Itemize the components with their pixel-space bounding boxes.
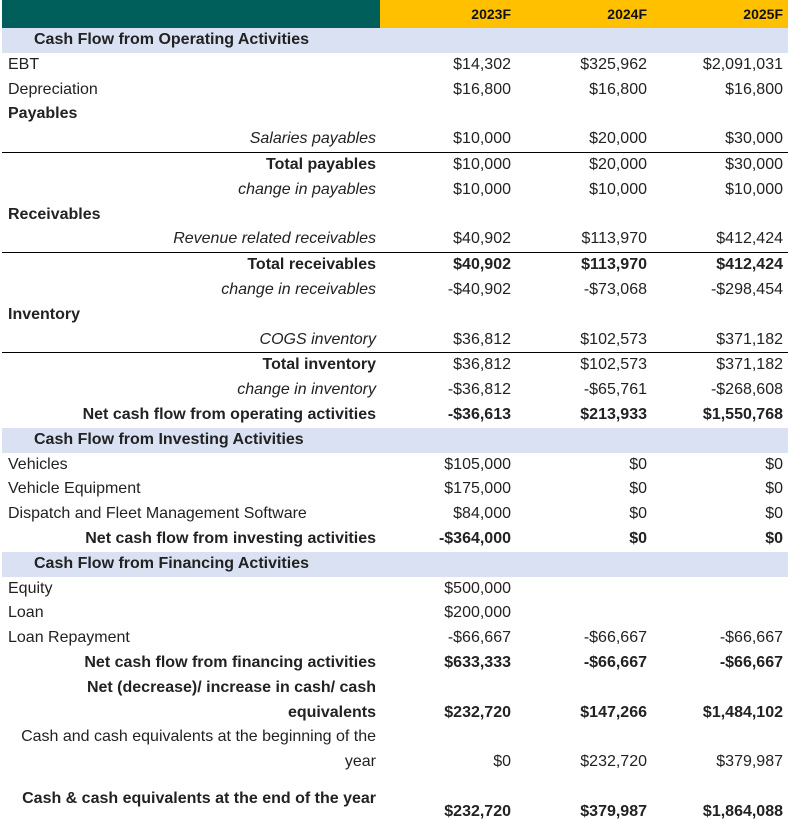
- year-header-2023[interactable]: 2023F: [380, 0, 516, 28]
- cell-2025[interactable]: $412,424: [652, 253, 788, 278]
- cell-2023[interactable]: -$364,000: [438, 529, 511, 547]
- row-loan: [2, 601, 788, 626]
- cell-2025[interactable]: $0: [765, 480, 783, 498]
- cell-2024[interactable]: $102,573: [516, 353, 652, 378]
- row-change-inventory: [2, 378, 788, 403]
- row-change-receivables: [2, 278, 788, 303]
- cell-2024[interactable]: $0: [629, 529, 647, 547]
- row-label[interactable]: Depreciation: [8, 80, 98, 98]
- cell-2023[interactable]: $105,000: [444, 455, 511, 473]
- cell-2023[interactable]: $36,812: [453, 330, 511, 348]
- row-inventory-title: [2, 303, 788, 328]
- cell-2025[interactable]: $379,987: [716, 753, 783, 771]
- cell-2025[interactable]: $1,864,088: [702, 802, 783, 820]
- cell-2025[interactable]: $2,091,031: [702, 55, 783, 73]
- cell-2024[interactable]: -$73,068: [583, 280, 647, 298]
- cell-2025[interactable]: $1,550,768: [702, 405, 783, 423]
- row-label[interactable]: Net (decrease)/ increase in cash/ cash equivalents: [86, 678, 376, 721]
- cell-2023[interactable]: $10,000: [453, 180, 511, 198]
- row-end-cash: [2, 775, 788, 825]
- cell-2025[interactable]: $30,000: [725, 130, 783, 148]
- cell-2023[interactable]: $500,000: [444, 579, 511, 597]
- cell-2023[interactable]: $175,000: [444, 480, 511, 498]
- cell-2023[interactable]: $232,720: [444, 703, 511, 721]
- cell-2023[interactable]: $16,800: [453, 80, 511, 98]
- row-equity: [2, 577, 788, 602]
- cell-2024[interactable]: $113,970: [581, 230, 647, 248]
- cell-2024[interactable]: $325,962: [580, 55, 647, 73]
- row-label[interactable]: Total payables: [2, 152, 380, 177]
- cell-2025[interactable]: -$268,608: [710, 381, 783, 399]
- section-financing: [2, 552, 788, 577]
- cell-2024[interactable]: $20,000: [589, 130, 647, 148]
- section-investing: [2, 428, 788, 453]
- row-label[interactable]: Net cash flow from investing activities: [85, 529, 376, 547]
- row-label[interactable]: change in receivables: [221, 280, 376, 298]
- section-title: Cash Flow from Financing Activities: [2, 552, 380, 577]
- cell-2025[interactable]: $16,800: [725, 80, 783, 98]
- cell-2025[interactable]: [652, 601, 788, 626]
- row-label[interactable]: Revenue related receivables: [173, 230, 376, 248]
- row-label[interactable]: Loan Repayment: [8, 629, 130, 647]
- row-net-operating: [2, 403, 788, 428]
- row-label[interactable]: Cash and cash equivalents at the beginning of the year: [21, 728, 376, 771]
- row-receivables-title: [2, 203, 788, 228]
- row-loan-repayment: [2, 626, 788, 651]
- year-header-2024[interactable]: 2024F: [516, 0, 652, 28]
- cell-2025[interactable]: -$298,454: [710, 280, 783, 298]
- cell-2024[interactable]: [516, 577, 652, 602]
- row-label[interactable]: Cash & cash equivalents at the end of the year: [22, 790, 376, 808]
- cell-2024[interactable]: -$66,667: [583, 629, 647, 647]
- row-total-inventory: [2, 353, 788, 378]
- row-label[interactable]: Dispatch and Fleet Management Software: [8, 505, 307, 523]
- row-label[interactable]: Net cash flow from financing activities: [84, 653, 376, 671]
- cell-2023[interactable]: $633,333: [444, 653, 511, 671]
- subsection-title[interactable]: Payables: [8, 105, 78, 123]
- row-net-change-cash: [2, 676, 788, 726]
- row-label[interactable]: Equity: [8, 579, 53, 597]
- cash-flow-statement: [2, 0, 788, 825]
- cell-2023[interactable]: -$66,667: [447, 629, 511, 647]
- cell-2025[interactable]: -$66,667: [719, 629, 783, 647]
- cell-2023[interactable]: $10,000: [380, 152, 516, 177]
- row-label[interactable]: change in inventory: [237, 381, 376, 399]
- row-label[interactable]: Total inventory: [2, 353, 380, 378]
- cell-2025[interactable]: -$66,667: [719, 653, 783, 671]
- cell-2024[interactable]: $213,933: [580, 405, 647, 423]
- section-operating: [2, 28, 788, 53]
- row-net-financing: [2, 651, 788, 676]
- cell-2023[interactable]: $0: [493, 753, 511, 771]
- cell-2024[interactable]: -$65,761: [583, 381, 647, 399]
- year-header-2025[interactable]: 2025F: [652, 0, 788, 28]
- cell-2023[interactable]: $232,720: [444, 802, 511, 820]
- row-ebt: [2, 53, 788, 78]
- cell-2025[interactable]: $371,182: [716, 330, 783, 348]
- row-dispatch-software: [2, 502, 788, 527]
- row-vehicle-equipment: [2, 477, 788, 502]
- cell-2024[interactable]: -$66,667: [583, 653, 647, 671]
- section-title: Cash Flow from Investing Activities: [2, 428, 380, 453]
- row-change-payables: [2, 178, 788, 203]
- cell-2024[interactable]: $232,720: [580, 753, 647, 771]
- cell-2023[interactable]: $200,000: [444, 604, 511, 622]
- cell-2024[interactable]: $113,970: [516, 253, 652, 278]
- cell-2023[interactable]: $40,902: [453, 230, 511, 248]
- row-vehicles: [2, 453, 788, 478]
- cell-2024[interactable]: $20,000: [516, 152, 652, 177]
- header-corner: [2, 0, 380, 28]
- cell-2025[interactable]: $0: [765, 455, 783, 473]
- row-revenue-receivables: [2, 227, 788, 252]
- cell-2024[interactable]: $0: [629, 505, 647, 523]
- cell-2025[interactable]: $1,484,102: [702, 703, 783, 721]
- row-net-investing: [2, 527, 788, 552]
- row-depreciation: [2, 78, 788, 103]
- subsection-title[interactable]: Inventory: [8, 305, 81, 323]
- cell-2025[interactable]: [652, 577, 788, 602]
- row-label[interactable]: Total receivables: [2, 253, 380, 278]
- section-title: Cash Flow from Operating Activities: [2, 28, 380, 53]
- row-payables-title: [2, 102, 788, 127]
- cell-2024[interactable]: $16,800: [589, 80, 647, 98]
- row-label[interactable]: Vehicle Equipment: [8, 480, 141, 498]
- cell-2025[interactable]: $0: [765, 529, 783, 547]
- row-label[interactable]: change in payables: [238, 180, 376, 198]
- cell-2025[interactable]: $412,424: [716, 230, 783, 248]
- cell-2025[interactable]: $30,000: [652, 152, 788, 177]
- cell-2024[interactable]: $0: [629, 455, 647, 473]
- cell-2024[interactable]: $10,000: [589, 180, 647, 198]
- cell-2023[interactable]: $10,000: [453, 130, 511, 148]
- cell-2025[interactable]: $0: [765, 505, 783, 523]
- cell-2024[interactable]: $0: [629, 480, 647, 498]
- cell-2025[interactable]: $10,000: [725, 180, 783, 198]
- cell-2023[interactable]: -$36,812: [447, 381, 511, 399]
- cell-2023[interactable]: $36,812: [380, 353, 516, 378]
- cell-2024[interactable]: $147,266: [580, 703, 647, 721]
- row-label[interactable]: EBT: [8, 55, 40, 73]
- header-row: [2, 0, 788, 28]
- row-total-receivables: [2, 253, 788, 278]
- row-salaries-payables: [2, 127, 788, 152]
- cell-2023[interactable]: $40,902: [380, 253, 516, 278]
- row-cogs-inventory: [2, 328, 788, 353]
- row-label[interactable]: Salaries payables: [249, 130, 376, 148]
- cell-2025[interactable]: $371,182: [652, 353, 788, 378]
- row-label[interactable]: Loan: [8, 604, 44, 622]
- cell-2023[interactable]: -$36,613: [447, 405, 511, 423]
- row-beginning-cash: [2, 725, 788, 775]
- cell-2023[interactable]: -$40,902: [447, 280, 511, 298]
- subsection-title[interactable]: Receivables: [8, 205, 101, 223]
- row-label[interactable]: Net cash flow from operating activities: [82, 405, 376, 423]
- cell-2023[interactable]: $14,302: [453, 55, 511, 73]
- row-total-payables: [2, 152, 788, 177]
- row-label[interactable]: Vehicles: [8, 455, 68, 473]
- cell-2023[interactable]: $84,000: [453, 505, 511, 523]
- cell-2024[interactable]: $102,573: [580, 330, 647, 348]
- cell-2024[interactable]: $379,987: [580, 802, 647, 820]
- cell-2024[interactable]: [516, 601, 652, 626]
- row-label[interactable]: COGS inventory: [259, 330, 376, 348]
